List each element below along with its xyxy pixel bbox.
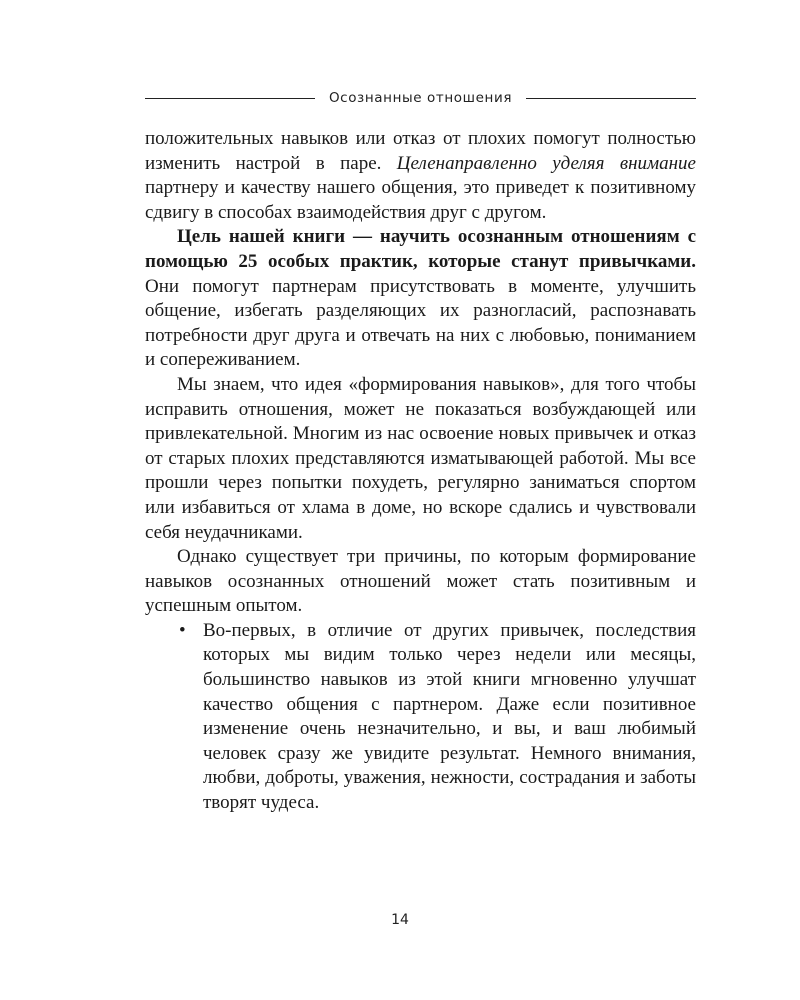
page-number: 14 [391,912,409,928]
paragraph-1-text-b: партнеру и качеству нашего общения, это приведет к позитивному сдвигу в способах взаимодействия друг с другом. [145,177,696,223]
list-item-text: Во-первых, в отличие от других привычек, последствия которых мы видим только через недели или месяцы, большинство навыков из этой книги мгновенно улучшат качество общения с партнером. Даже если позитивное изменение очень незначительно, и вы, и ваш любимый человек сразу же увидите результат. Немного внимания, любви, доброты, уважения, нежности, сострадания и заботы творят чудеса. [203,619,696,814]
running-header [145,88,696,108]
paragraph-1-text-a: положительных навыков или отказ от плохих помогут полностью изменить настрой в паре. [145,128,696,174]
list-item [145,619,696,816]
running-header-title: Осознанные отношения [328,90,513,106]
page-body [145,127,696,816]
paragraph-1-emphasis: Целенаправленно уделяя внимание [396,152,696,174]
header-rule-right [526,98,696,99]
paragraph-goal [145,225,696,373]
reasons-list [145,619,696,816]
header-rule-left [145,98,315,99]
paragraph-reasons: Однако существует три причины, по которым формирование навыков осознанных отношений может стать позитивным и успешным опытом. [145,546,696,617]
paragraph-continued [145,127,696,225]
paragraph-2-text: Они помогут партнерам присутствовать в моменте, улучшить общение, избегать разделяющих их разногласий, распознавать потребности друг друга и отвечать на них с любовью, пониманием и сопереживанием. [145,275,696,371]
paragraph-2-bold-statement: Цель нашей книги — научить осознанным отношениям с помощью 25 особых практик, которые станут привычками. [145,226,696,272]
paragraph-habits: Мы знаем, что идея «формирования навыков», для того чтобы исправить отношения, может не показаться возбуждающей или привлекательной. Многим из нас освоение новых привычек и отказ от старых плохих представляются изматывающей работой. Мы все прошли через попытки похудеть, регулярно заниматься спортом или избавиться от хлама в доме, но вскоре сдались и чувствовали себя неудачниками. [145,373,696,543]
bullet-icon: • [179,619,186,641]
